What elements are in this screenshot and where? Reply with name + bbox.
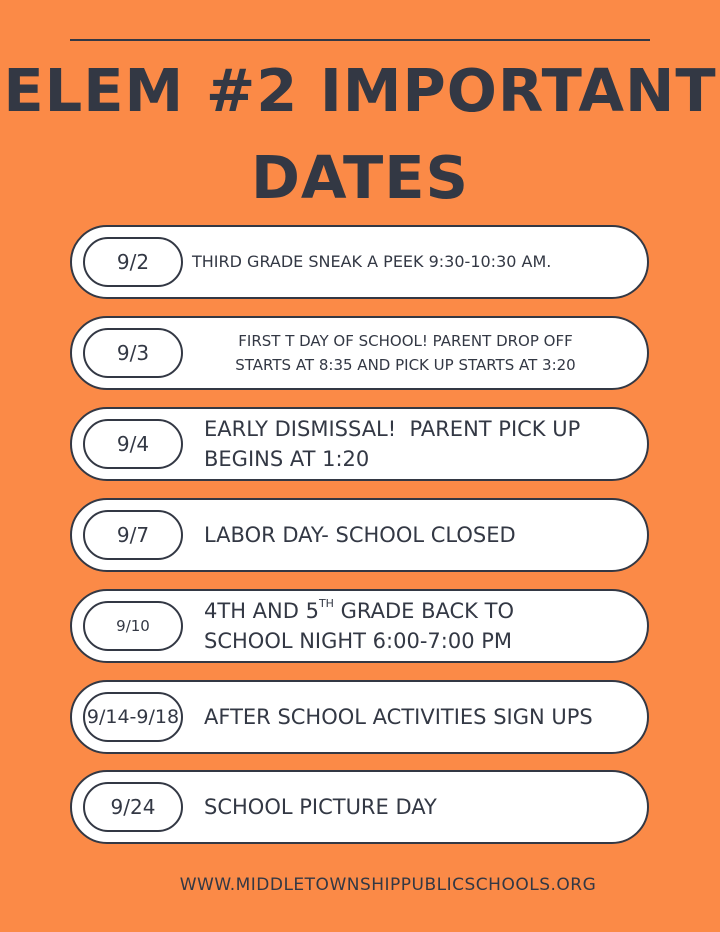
date-badge: 9/10 (83, 601, 183, 651)
top-divider (70, 39, 650, 41)
event-description-line2: BEGINS AT 1:20 (204, 447, 370, 471)
event-row-3 (70, 407, 649, 481)
page-title-line1: ELEM #2 IMPORTANT (3, 56, 717, 125)
event-description-line2: STARTS AT 8:35 AND PICK UP STARTS AT 3:20 (235, 356, 576, 374)
date-badge: 9/7 (83, 510, 183, 560)
date-badge: 9/14-9/18 (83, 692, 183, 742)
event-description-line1: FIRST T DAY OF SCHOOL! PARENT DROP OFF (238, 332, 573, 350)
event-description-line1: EARLY DISMISSAL! PARENT PICK UP (204, 417, 581, 441)
date-badge: 9/2 (83, 237, 183, 287)
event-row-4 (70, 498, 649, 572)
event-description-line2: SCHOOL NIGHT 6:00-7:00 PM (204, 629, 513, 653)
event-row-2 (70, 316, 649, 390)
event-description: SCHOOL PICTURE DAY (204, 795, 437, 819)
date-badge: 9/24 (83, 782, 183, 832)
event-description (204, 318, 607, 388)
event-description: THIRD GRADE SNEAK A PEEK 9:30-10:30 AM. (192, 252, 552, 271)
event-row-5 (70, 589, 649, 663)
event-row-7 (70, 770, 649, 844)
date-badge: 9/4 (83, 419, 183, 469)
event-description (204, 409, 631, 479)
event-description-line1: 4TH AND 5TH GRADE BACK TO (204, 597, 514, 623)
event-description: LABOR DAY- SCHOOL CLOSED (204, 523, 516, 547)
event-description (204, 591, 631, 661)
event-description: AFTER SCHOOL ACTIVITIES SIGN UPS (204, 705, 593, 729)
website-url: WWW.MIDDLETOWNSHIPPUBLICSCHOOLS.ORG (179, 875, 597, 895)
page-title-line2: DATES (250, 143, 470, 212)
event-row-1 (70, 225, 649, 299)
event-row-6 (70, 680, 649, 754)
date-badge: 9/3 (83, 328, 183, 378)
